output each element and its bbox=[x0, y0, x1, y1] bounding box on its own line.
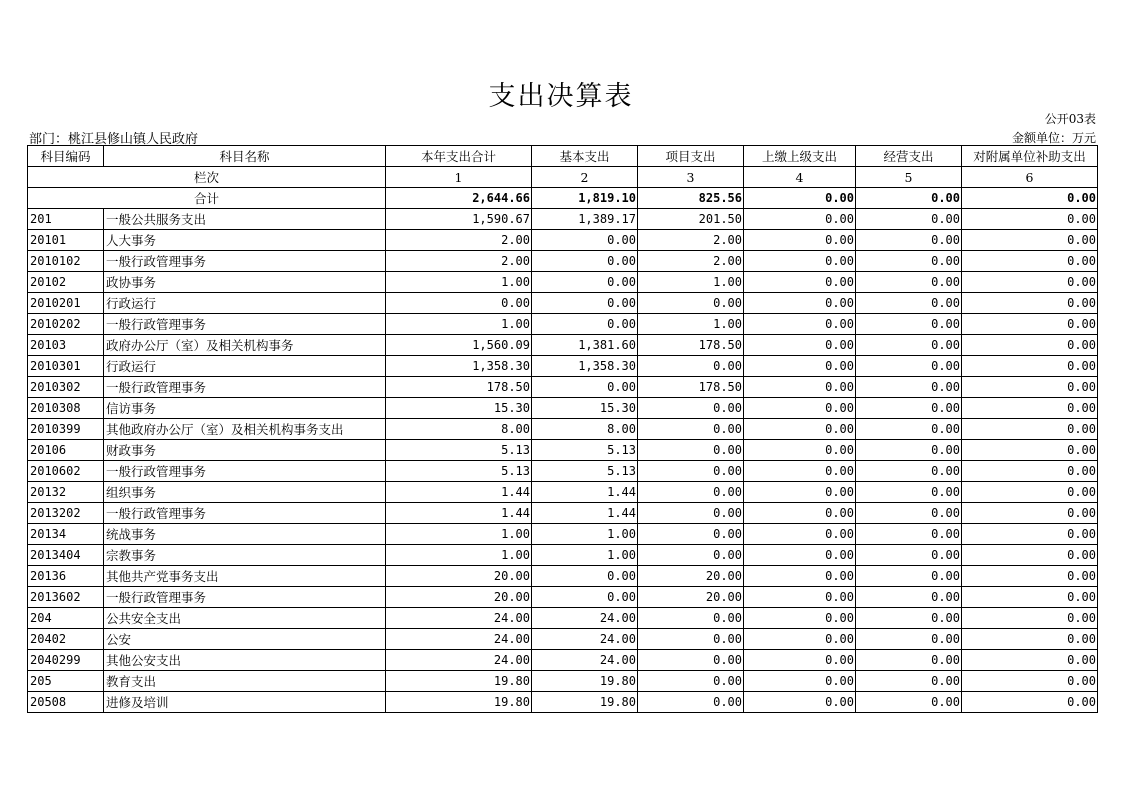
amount-cell: 0.00 bbox=[744, 461, 856, 482]
amount-cell: 0.00 bbox=[856, 608, 962, 629]
col-header-remit-superior: 上缴上级支出 bbox=[744, 146, 856, 167]
amount-cell: 201.50 bbox=[638, 209, 744, 230]
amount-cell: 19.80 bbox=[532, 692, 638, 713]
subject-code-cell: 20508 bbox=[28, 692, 104, 713]
table-row bbox=[28, 377, 1098, 398]
table-row bbox=[28, 671, 1098, 692]
subject-code-cell: 2010602 bbox=[28, 461, 104, 482]
amount-cell: 178.50 bbox=[638, 335, 744, 356]
index-cell: 5 bbox=[856, 167, 962, 188]
amount-cell: 20.00 bbox=[386, 587, 532, 608]
amount-cell: 0.00 bbox=[962, 272, 1098, 293]
subject-name-cell: 行政运行 bbox=[104, 356, 386, 377]
amount-cell: 5.13 bbox=[532, 440, 638, 461]
subject-name-cell: 其他政府办公厅（室）及相关机构事务支出 bbox=[104, 419, 386, 440]
amount-cell: 0.00 bbox=[532, 293, 638, 314]
amount-cell: 20.00 bbox=[386, 566, 532, 587]
amount-cell: 0.00 bbox=[962, 398, 1098, 419]
col-header-name: 科目名称 bbox=[104, 146, 386, 167]
amount-cell: 0.00 bbox=[856, 629, 962, 650]
subject-code-cell: 2010399 bbox=[28, 419, 104, 440]
amount-cell: 24.00 bbox=[532, 608, 638, 629]
amount-cell: 0.00 bbox=[638, 419, 744, 440]
subject-name-cell: 宗教事务 bbox=[104, 545, 386, 566]
table-row bbox=[28, 482, 1098, 503]
amount-cell: 0.00 bbox=[856, 377, 962, 398]
amount-cell: 2.00 bbox=[386, 251, 532, 272]
table-row bbox=[28, 293, 1098, 314]
index-row bbox=[28, 167, 1098, 188]
amount-cell: 0.00 bbox=[856, 587, 962, 608]
subject-name-cell: 财政事务 bbox=[104, 440, 386, 461]
total-cell: 0.00 bbox=[962, 188, 1098, 209]
amount-cell: 1.00 bbox=[386, 545, 532, 566]
subject-name-cell: 组织事务 bbox=[104, 482, 386, 503]
amount-cell: 0.00 bbox=[962, 692, 1098, 713]
subject-name-cell: 一般行政管理事务 bbox=[104, 587, 386, 608]
table-row bbox=[28, 608, 1098, 629]
index-cell: 4 bbox=[744, 167, 856, 188]
total-cell: 0.00 bbox=[856, 188, 962, 209]
total-row-label: 合计 bbox=[28, 188, 386, 209]
col-header-code: 科目编码 bbox=[28, 146, 104, 167]
subject-name-cell: 一般行政管理事务 bbox=[104, 503, 386, 524]
amount-cell: 0.00 bbox=[962, 461, 1098, 482]
amount-cell: 0.00 bbox=[962, 209, 1098, 230]
amount-cell: 0.00 bbox=[856, 230, 962, 251]
subject-code-cell: 2013404 bbox=[28, 545, 104, 566]
amount-cell: 0.00 bbox=[638, 608, 744, 629]
subject-code-cell: 2040299 bbox=[28, 650, 104, 671]
col-header-project: 项目支出 bbox=[638, 146, 744, 167]
amount-cell: 19.80 bbox=[386, 671, 532, 692]
subject-name-cell: 政府办公厅（室）及相关机构事务 bbox=[104, 335, 386, 356]
amount-cell: 5.13 bbox=[386, 440, 532, 461]
amount-cell: 0.00 bbox=[532, 230, 638, 251]
table-row bbox=[28, 272, 1098, 293]
amount-cell: 24.00 bbox=[386, 650, 532, 671]
amount-cell: 0.00 bbox=[962, 629, 1098, 650]
amount-cell: 178.50 bbox=[638, 377, 744, 398]
amount-cell: 2.00 bbox=[638, 251, 744, 272]
amount-cell: 0.00 bbox=[856, 545, 962, 566]
subject-name-cell: 公共安全支出 bbox=[104, 608, 386, 629]
page-title: 支出决算表 bbox=[488, 81, 634, 112]
amount-cell: 0.00 bbox=[962, 419, 1098, 440]
amount-cell: 0.00 bbox=[532, 272, 638, 293]
amount-cell: 0.00 bbox=[962, 314, 1098, 335]
amount-cell: 1.00 bbox=[386, 524, 532, 545]
amount-cell: 0.00 bbox=[744, 419, 856, 440]
table-row bbox=[28, 419, 1098, 440]
amount-cell: 0.00 bbox=[744, 314, 856, 335]
amount-cell: 8.00 bbox=[386, 419, 532, 440]
subject-code-cell: 20101 bbox=[28, 230, 104, 251]
amount-cell: 0.00 bbox=[744, 566, 856, 587]
amount-cell: 15.30 bbox=[532, 398, 638, 419]
subject-name-cell: 一般行政管理事务 bbox=[104, 251, 386, 272]
subject-code-cell: 20106 bbox=[28, 440, 104, 461]
table-row bbox=[28, 650, 1098, 671]
amount-cell: 2.00 bbox=[386, 230, 532, 251]
amount-cell: 24.00 bbox=[386, 608, 532, 629]
amount-cell: 1.44 bbox=[386, 503, 532, 524]
amount-cell: 0.00 bbox=[744, 587, 856, 608]
amount-unit-label: 金额单位：万元 bbox=[1011, 131, 1096, 145]
amount-cell: 0.00 bbox=[744, 629, 856, 650]
header-row bbox=[28, 146, 1098, 167]
amount-cell: 5.13 bbox=[386, 461, 532, 482]
amount-cell: 1.00 bbox=[532, 524, 638, 545]
subject-name-cell: 政协事务 bbox=[104, 272, 386, 293]
amount-cell: 0.00 bbox=[856, 650, 962, 671]
amount-cell: 0.00 bbox=[962, 482, 1098, 503]
amount-cell: 0.00 bbox=[962, 608, 1098, 629]
table-row bbox=[28, 314, 1098, 335]
index-row-label: 栏次 bbox=[28, 167, 386, 188]
table-row bbox=[28, 566, 1098, 587]
table-row bbox=[28, 524, 1098, 545]
table-row bbox=[28, 335, 1098, 356]
amount-cell: 0.00 bbox=[856, 398, 962, 419]
amount-cell: 1.44 bbox=[532, 482, 638, 503]
expenditure-table bbox=[27, 145, 1098, 713]
table-row bbox=[28, 251, 1098, 272]
subject-code-cell: 2010201 bbox=[28, 293, 104, 314]
amount-cell: 0.00 bbox=[638, 293, 744, 314]
amount-cell: 178.50 bbox=[386, 377, 532, 398]
index-cell: 2 bbox=[532, 167, 638, 188]
amount-cell: 1.00 bbox=[386, 314, 532, 335]
subject-name-cell: 公安 bbox=[104, 629, 386, 650]
amount-cell: 0.00 bbox=[962, 440, 1098, 461]
subject-code-cell: 20136 bbox=[28, 566, 104, 587]
amount-cell: 5.13 bbox=[532, 461, 638, 482]
table-row bbox=[28, 461, 1098, 482]
amount-cell: 0.00 bbox=[638, 440, 744, 461]
subject-code-cell: 201 bbox=[28, 209, 104, 230]
total-cell: 2,644.66 bbox=[386, 188, 532, 209]
amount-cell: 0.00 bbox=[744, 272, 856, 293]
amount-cell: 8.00 bbox=[532, 419, 638, 440]
subject-code-cell: 2013202 bbox=[28, 503, 104, 524]
amount-cell: 0.00 bbox=[962, 251, 1098, 272]
amount-cell: 0.00 bbox=[638, 356, 744, 377]
amount-cell: 0.00 bbox=[744, 545, 856, 566]
total-cell: 825.56 bbox=[638, 188, 744, 209]
amount-cell: 0.00 bbox=[744, 293, 856, 314]
amount-cell: 0.00 bbox=[532, 251, 638, 272]
amount-cell: 0.00 bbox=[856, 692, 962, 713]
subject-code-cell: 204 bbox=[28, 608, 104, 629]
amount-cell: 0.00 bbox=[638, 524, 744, 545]
amount-cell: 0.00 bbox=[856, 419, 962, 440]
table-row bbox=[28, 356, 1098, 377]
amount-cell: 0.00 bbox=[856, 482, 962, 503]
subject-code-cell: 2013602 bbox=[28, 587, 104, 608]
amount-cell: 1.00 bbox=[386, 272, 532, 293]
index-cell: 6 bbox=[962, 167, 1098, 188]
form-number: 公开03表 bbox=[1044, 112, 1096, 126]
amount-cell: 1.44 bbox=[532, 503, 638, 524]
amount-cell: 24.00 bbox=[386, 629, 532, 650]
subject-code-cell: 20402 bbox=[28, 629, 104, 650]
subject-name-cell: 统战事务 bbox=[104, 524, 386, 545]
table-row bbox=[28, 440, 1098, 461]
amount-cell: 0.00 bbox=[744, 608, 856, 629]
amount-cell: 0.00 bbox=[962, 650, 1098, 671]
amount-cell: 0.00 bbox=[744, 482, 856, 503]
subject-code-cell: 20102 bbox=[28, 272, 104, 293]
amount-cell: 0.00 bbox=[962, 230, 1098, 251]
amount-cell: 1.44 bbox=[386, 482, 532, 503]
amount-cell: 0.00 bbox=[638, 461, 744, 482]
col-header-subsidiary-subsidy: 对附属单位补助支出 bbox=[962, 146, 1098, 167]
amount-cell: 0.00 bbox=[744, 230, 856, 251]
amount-cell: 0.00 bbox=[532, 314, 638, 335]
amount-cell: 2.00 bbox=[638, 230, 744, 251]
amount-cell: 0.00 bbox=[532, 566, 638, 587]
amount-cell: 0.00 bbox=[744, 692, 856, 713]
subject-name-cell: 进修及培训 bbox=[104, 692, 386, 713]
subject-name-cell: 行政运行 bbox=[104, 293, 386, 314]
subject-name-cell: 一般公共服务支出 bbox=[104, 209, 386, 230]
amount-cell: 0.00 bbox=[638, 503, 744, 524]
amount-cell: 0.00 bbox=[744, 440, 856, 461]
subject-code-cell: 2010202 bbox=[28, 314, 104, 335]
table-row bbox=[28, 209, 1098, 230]
amount-cell: 0.00 bbox=[638, 692, 744, 713]
amount-cell: 0.00 bbox=[532, 377, 638, 398]
amount-cell: 0.00 bbox=[856, 251, 962, 272]
subject-code-cell: 2010102 bbox=[28, 251, 104, 272]
subject-name-cell: 一般行政管理事务 bbox=[104, 314, 386, 335]
amount-cell: 0.00 bbox=[856, 566, 962, 587]
amount-cell: 0.00 bbox=[744, 209, 856, 230]
amount-cell: 0.00 bbox=[856, 671, 962, 692]
amount-cell: 15.30 bbox=[386, 398, 532, 419]
amount-cell: 0.00 bbox=[962, 293, 1098, 314]
col-header-total: 本年支出合计 bbox=[386, 146, 532, 167]
amount-cell: 0.00 bbox=[744, 377, 856, 398]
amount-cell: 0.00 bbox=[638, 650, 744, 671]
total-cell: 0.00 bbox=[744, 188, 856, 209]
amount-cell: 0.00 bbox=[744, 251, 856, 272]
table-body bbox=[28, 209, 1098, 713]
amount-cell: 0.00 bbox=[744, 671, 856, 692]
table-row bbox=[28, 587, 1098, 608]
subject-name-cell: 一般行政管理事务 bbox=[104, 461, 386, 482]
amount-cell: 20.00 bbox=[638, 587, 744, 608]
subject-name-cell: 其他共产党事务支出 bbox=[104, 566, 386, 587]
amount-cell: 0.00 bbox=[856, 209, 962, 230]
amount-cell: 0.00 bbox=[962, 566, 1098, 587]
amount-cell: 0.00 bbox=[962, 524, 1098, 545]
subject-name-cell: 信访事务 bbox=[104, 398, 386, 419]
amount-cell: 0.00 bbox=[856, 440, 962, 461]
table-row bbox=[28, 398, 1098, 419]
subject-name-cell: 其他公安支出 bbox=[104, 650, 386, 671]
table-row bbox=[28, 503, 1098, 524]
amount-cell: 20.00 bbox=[638, 566, 744, 587]
amount-cell: 0.00 bbox=[638, 629, 744, 650]
amount-cell: 0.00 bbox=[962, 335, 1098, 356]
amount-cell: 0.00 bbox=[744, 398, 856, 419]
amount-cell: 0.00 bbox=[856, 314, 962, 335]
amount-cell: 0.00 bbox=[856, 461, 962, 482]
amount-cell: 0.00 bbox=[638, 545, 744, 566]
amount-cell: 0.00 bbox=[386, 293, 532, 314]
amount-cell: 19.80 bbox=[386, 692, 532, 713]
total-cell: 1,819.10 bbox=[532, 188, 638, 209]
amount-cell: 0.00 bbox=[856, 356, 962, 377]
amount-cell: 1.00 bbox=[532, 545, 638, 566]
total-row bbox=[28, 188, 1098, 209]
table-row bbox=[28, 545, 1098, 566]
subject-code-cell: 20103 bbox=[28, 335, 104, 356]
amount-cell: 1,358.30 bbox=[386, 356, 532, 377]
amount-cell: 0.00 bbox=[744, 335, 856, 356]
amount-cell: 0.00 bbox=[962, 356, 1098, 377]
table-row bbox=[28, 230, 1098, 251]
amount-cell: 0.00 bbox=[638, 398, 744, 419]
subject-code-cell: 2010308 bbox=[28, 398, 104, 419]
amount-cell: 0.00 bbox=[744, 650, 856, 671]
subject-code-cell: 2010302 bbox=[28, 377, 104, 398]
amount-cell: 0.00 bbox=[638, 671, 744, 692]
amount-cell: 1,560.09 bbox=[386, 335, 532, 356]
amount-cell: 0.00 bbox=[856, 272, 962, 293]
amount-cell: 0.00 bbox=[962, 503, 1098, 524]
table-row bbox=[28, 629, 1098, 650]
amount-cell: 1,358.30 bbox=[532, 356, 638, 377]
amount-cell: 19.80 bbox=[532, 671, 638, 692]
amount-cell: 0.00 bbox=[962, 545, 1098, 566]
amount-cell: 0.00 bbox=[532, 587, 638, 608]
index-cell: 1 bbox=[386, 167, 532, 188]
subject-code-cell: 20132 bbox=[28, 482, 104, 503]
amount-cell: 1,590.67 bbox=[386, 209, 532, 230]
amount-cell: 1,389.17 bbox=[532, 209, 638, 230]
subject-code-cell: 20134 bbox=[28, 524, 104, 545]
amount-cell: 0.00 bbox=[962, 587, 1098, 608]
subject-name-cell: 教育支出 bbox=[104, 671, 386, 692]
amount-cell: 0.00 bbox=[856, 524, 962, 545]
amount-cell: 0.00 bbox=[856, 503, 962, 524]
amount-cell: 0.00 bbox=[744, 356, 856, 377]
amount-cell: 1.00 bbox=[638, 314, 744, 335]
col-header-basic: 基本支出 bbox=[532, 146, 638, 167]
index-cell: 3 bbox=[638, 167, 744, 188]
amount-cell: 24.00 bbox=[532, 629, 638, 650]
col-header-operating: 经营支出 bbox=[856, 146, 962, 167]
amount-cell: 0.00 bbox=[744, 524, 856, 545]
amount-cell: 0.00 bbox=[962, 671, 1098, 692]
subject-code-cell: 2010301 bbox=[28, 356, 104, 377]
amount-cell: 24.00 bbox=[532, 650, 638, 671]
amount-cell: 0.00 bbox=[744, 503, 856, 524]
amount-cell: 0.00 bbox=[856, 335, 962, 356]
subject-code-cell: 205 bbox=[28, 671, 104, 692]
subject-name-cell: 人大事务 bbox=[104, 230, 386, 251]
amount-cell: 1.00 bbox=[638, 272, 744, 293]
amount-cell: 0.00 bbox=[962, 377, 1098, 398]
subject-name-cell: 一般行政管理事务 bbox=[104, 377, 386, 398]
amount-cell: 1,381.60 bbox=[532, 335, 638, 356]
amount-cell: 0.00 bbox=[638, 482, 744, 503]
amount-cell: 0.00 bbox=[856, 293, 962, 314]
table-row bbox=[28, 692, 1098, 713]
department-label: 部门：桃江县修山镇人民政府 bbox=[29, 132, 199, 147]
